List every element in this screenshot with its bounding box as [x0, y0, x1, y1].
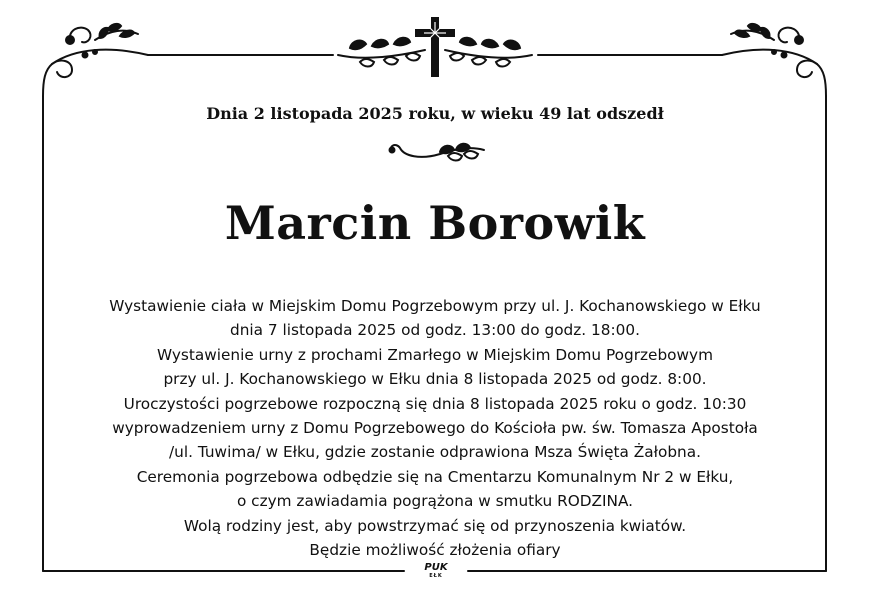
details-line: Wystawienie ciała w Miejskim Domu Pogrzebowym przy ul. J. Kochanowskiego w Ełku: [109, 297, 761, 315]
details-line: /ul. Tuwima/ w Ełku, gdzie zostanie odprawiona Msza Święta Żałobna.: [169, 443, 701, 462]
laurel-branch-right-icon: [445, 38, 532, 67]
death-announcement: Dnia 2 listopada 2025 roku, w wieku 49 lat odszedł: [206, 104, 664, 123]
details-line: Uroczystości pogrzebowe rozpoczną się dnia 8 listopada 2025 roku o godz. 10:30: [123, 394, 747, 413]
details-line: Wystawienie urny z prochami Zmarłego w Miejskim Domu Pogrzebowym: [156, 345, 714, 364]
details-line: o czym zawiadamia pogrążona w smutku RODZINA.: [236, 492, 634, 511]
company-logo: [410, 563, 462, 579]
details-line: przy ul. J. Kochanowskiego w Ełku dnia 8 listopada 2025 od godz. 8:00.: [163, 370, 707, 389]
flourish-icon: [390, 144, 485, 161]
deceased-name: Marcin Borowik: [224, 196, 646, 250]
corner-flourish-right-icon: [722, 24, 826, 96]
corner-flourish-left-icon: [43, 24, 148, 96]
funeral-details: [40, 294, 830, 562]
laurel-branch-left-icon: [338, 38, 425, 67]
cross-icon: [415, 17, 455, 77]
logo-text: PUK: [424, 562, 448, 573]
details-line: Będzie możliwość złożenia ofiary: [309, 541, 561, 560]
details-line: wyprowadzeniem urny z Domu Pogrzebowego do Kościoła pw. św. Tomasza Apostoła: [112, 419, 758, 438]
logo-subtext: EŁK: [429, 573, 443, 579]
details-line: dnia 7 listopada 2025 od godz. 13:00 do godz. 18:00.: [230, 321, 640, 340]
details-line: Ceremonia pogrzebowa odbędzie się na Cmentarzu Komunalnym Nr 2 w Ełku,: [136, 467, 734, 486]
details-line: Wolą rodziny jest, aby powstrzymać się od przynoszenia kwiatów.: [183, 516, 687, 535]
